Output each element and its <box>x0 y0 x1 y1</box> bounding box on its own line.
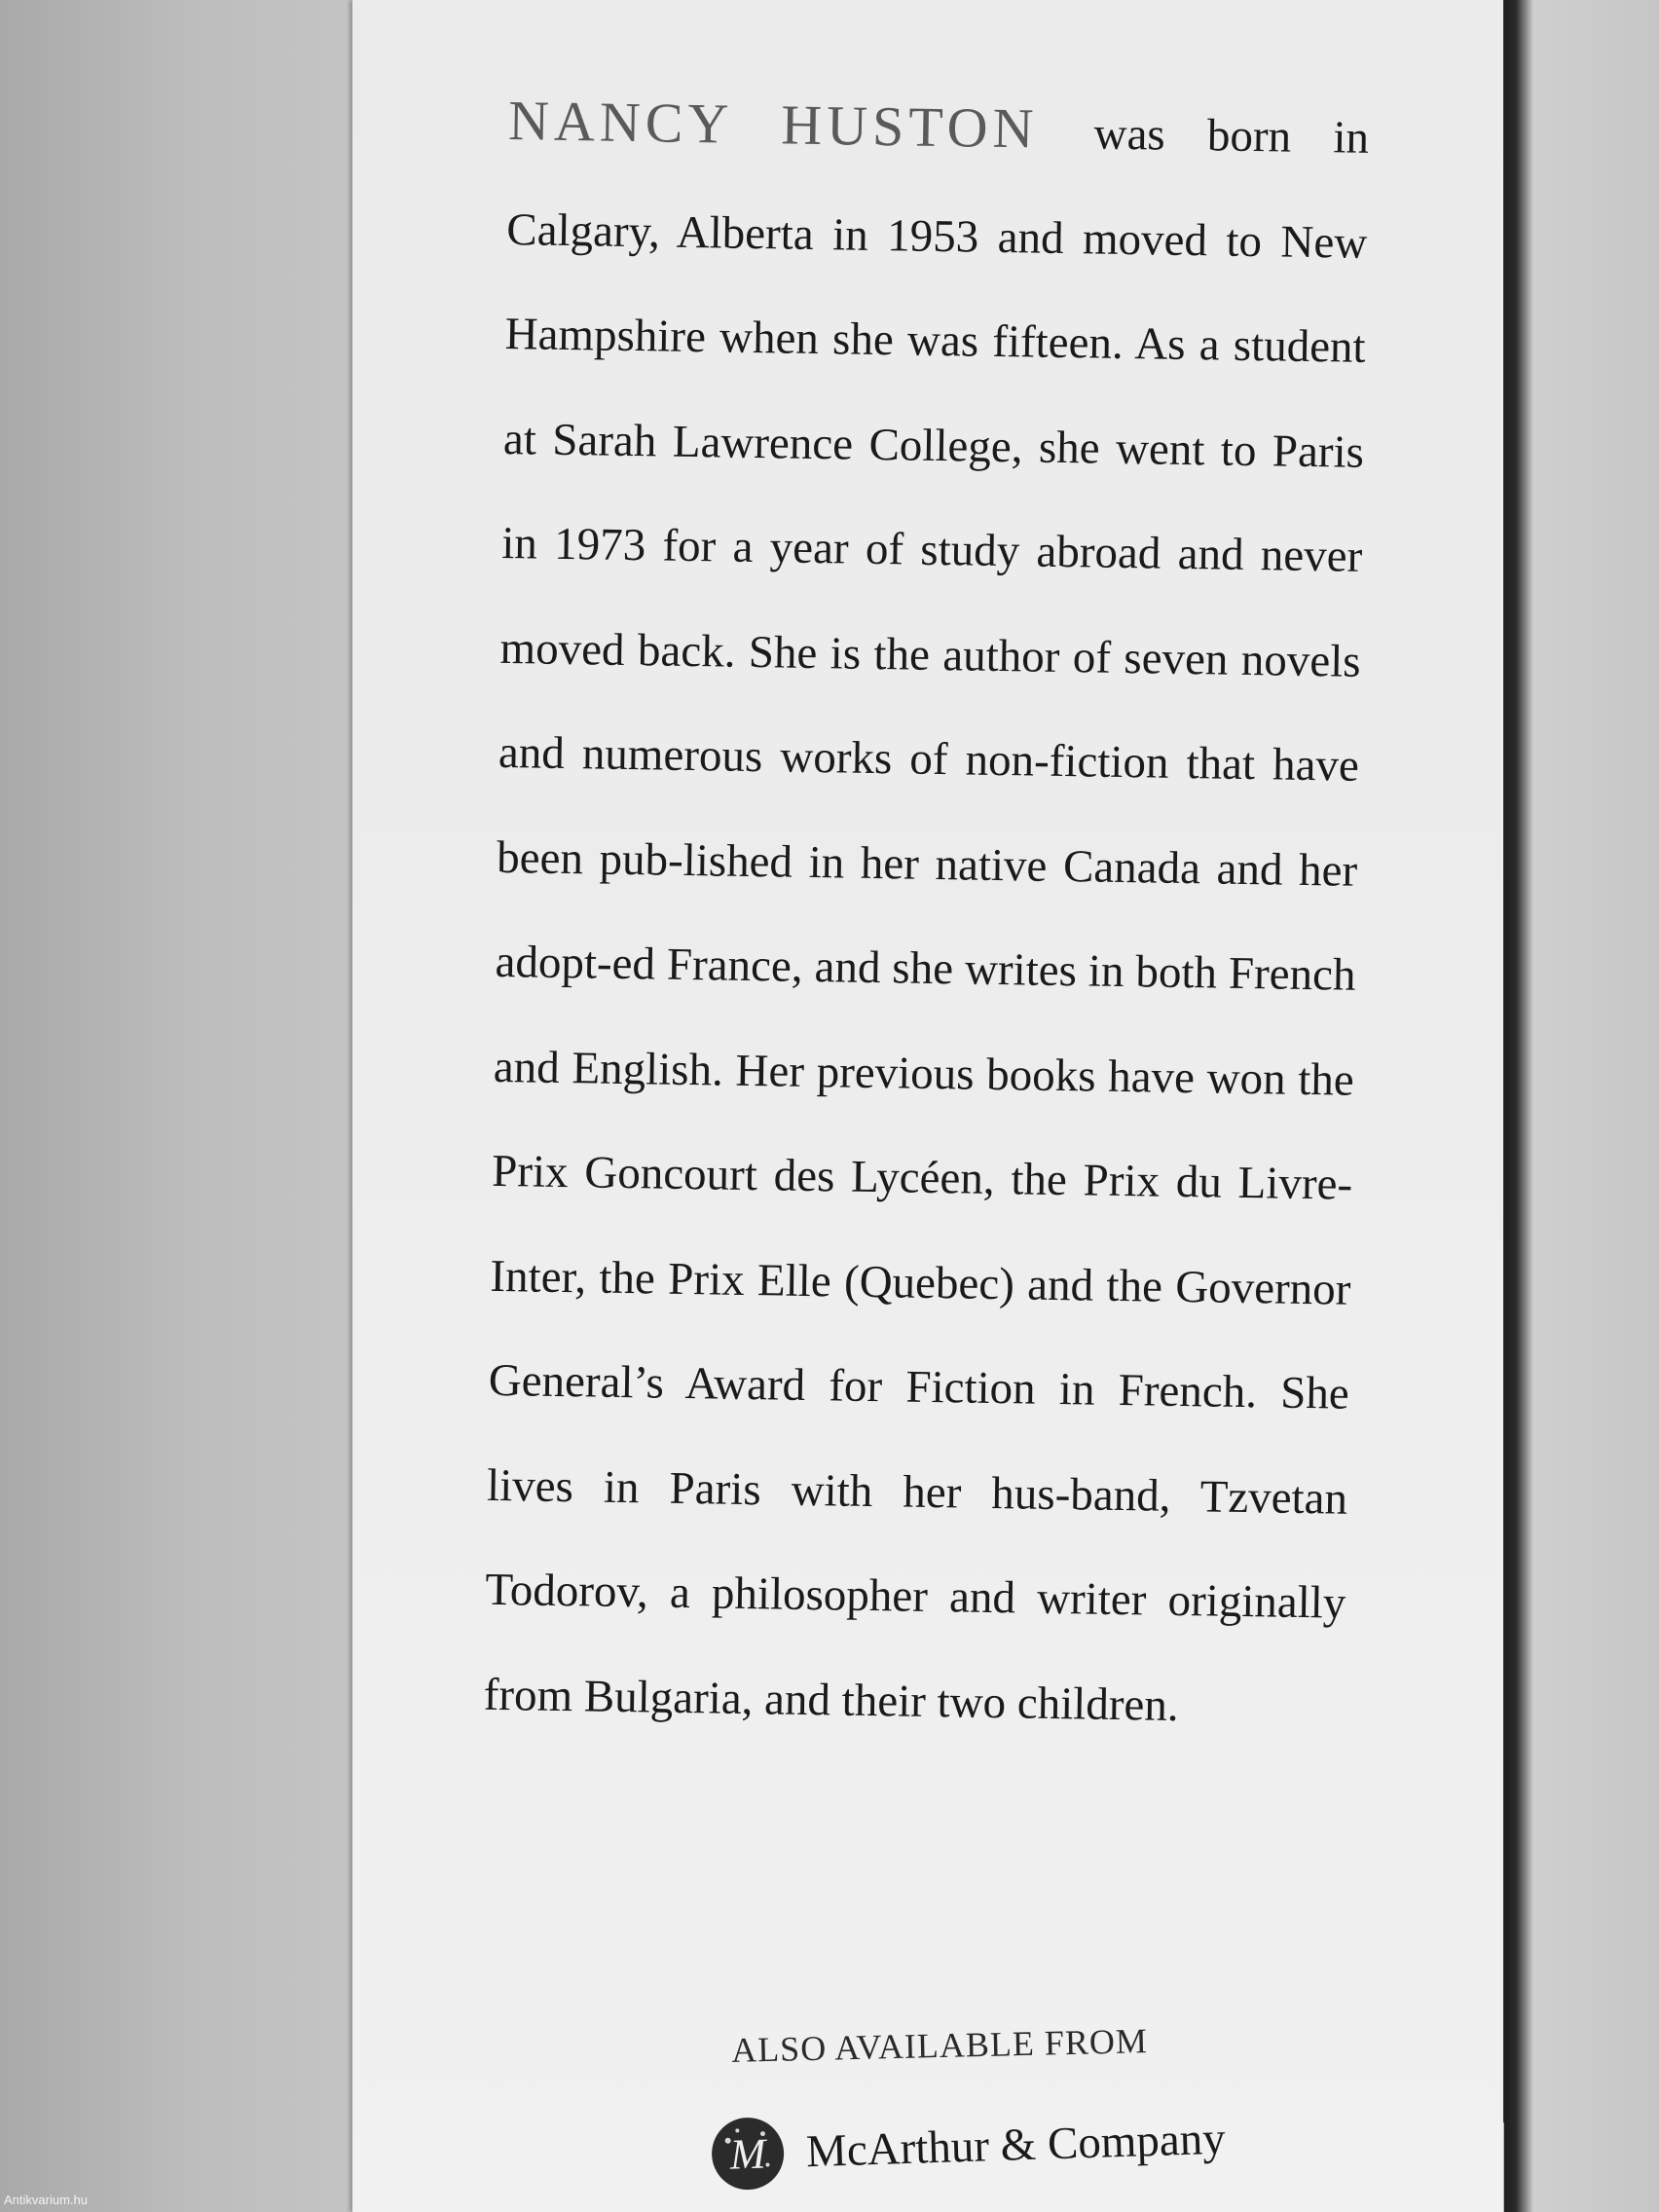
publisher-imprint <box>708 2095 1227 2199</box>
author-biography <box>483 68 1370 1761</box>
svg-text:M: M <box>729 2129 767 2179</box>
also-available-label: ALSO AVAILABLE FROM <box>730 2021 1149 2070</box>
publisher-logo-icon <box>708 2114 788 2194</box>
background-left <box>0 0 352 2212</box>
publisher-name: McArthur & Company <box>805 2113 1227 2178</box>
biography-text: was born in Calgary, Alberta in 1953 and moved to New Hampshire when she was fifteen. As a student at Sarah Lawrence College, she went to Paris in 1973 for a year of study abroad and never moved back. She is the author of seven novels and numerous works of non-fiction that have been pub-lished in her native Canada and her adopt-ed France, and she writes in both French and English. Her previous books have won the Prix Goncourt des Lycéen, the Prix du Livre-Inter, the Prix Elle (Quebec) and the Governor General’s Award for Fiction in French. She lives in Paris with her hus-band, Tzvetan Todorov, a philosopher and writer originally from Bulgaria, and their two children. <box>483 108 1370 1731</box>
background-right <box>1504 0 1659 2212</box>
watermark: Antikvarium.hu <box>4 2193 88 2207</box>
author-name: NANCY HUSTON <box>507 88 1039 161</box>
